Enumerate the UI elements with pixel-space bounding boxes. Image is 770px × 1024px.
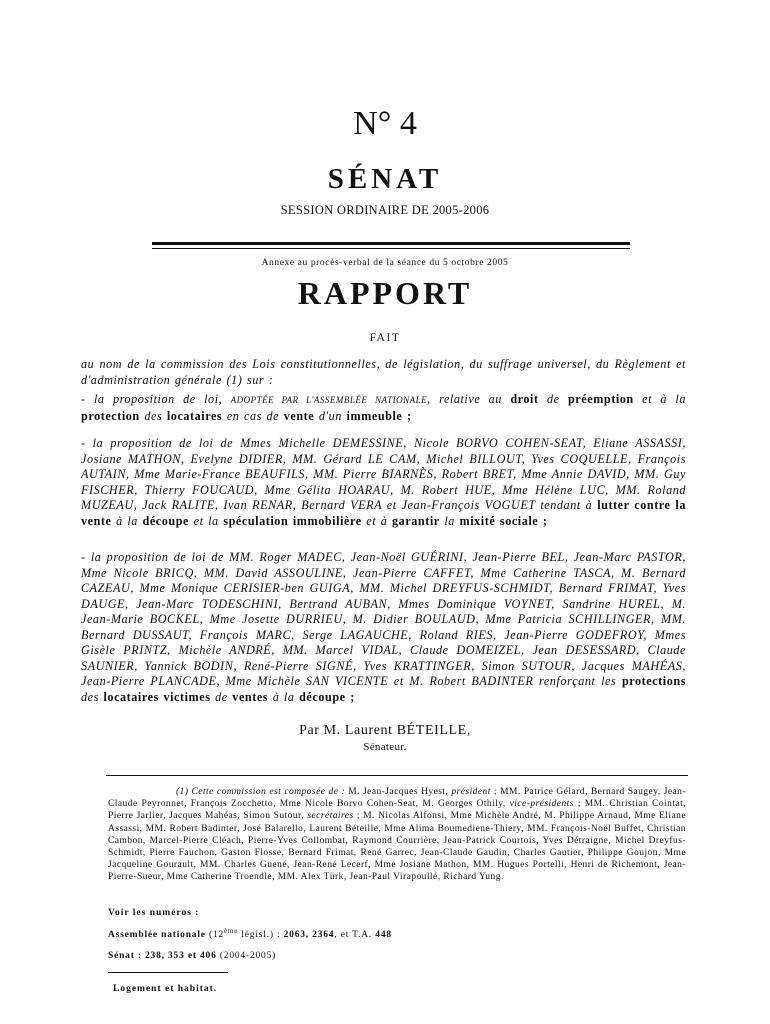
proposal-1: - la proposition de loi, ADOPTÉE PAR L'ASSEMBLÉE NATIONALE, relative au droit de préemption et à la protection des locataires en cas de vente d'un immeuble ; (81, 392, 687, 423)
footnote-rule (106, 775, 688, 776)
report-number: N° 4 (353, 105, 417, 142)
double-rule-top (152, 242, 630, 245)
references-senat: Sénat : 238, 353 et 406 (2004-2005) (108, 951, 277, 961)
proposal-3: - la proposition de loi de MM. Roger MADEC, Jean-Noël GUÉRINI, Jean-Pierre BEL, Jean-Marc PASTOR, Mme Nicole BRICQ, MM. David ASSOULINE, Jean-Pierre CAFFET, Mme Catherine TASCA, M. Bernard CAZEAU, Mme Monique CERISIER-ben GUIGA, MM. Michel DREYFUS-SCHMIDT, Bernard FRIMAT, Yves DAUGE, Jean-Marc TODESCHINI, Bertrand AUBAN, Mmes Dominique VOYNET, Sandrine HUREL, M. Jean-Marie BOCKEL, Mme Josette DURRIEU, M. Didier BOULAUD, Mme Patricia SCHILLINGER, MM. Bernard DUSSAUT, François MARC, Serge LAGAUCHE, Roland RIES, Jean-Pierre GODEFROY, Mmes Gisèle PRINTZ, Michèle ANDRÉ, MM. Marcel VIDAL, Claude DOMEIZEL, Jean DESESSARD, Claude SAUNIER, Yannick BODIN, René-Pierre SIGNÉ, Yves KRATTINGER, Simon SUTOUR, Jacques MAHÉAS, Jean-Pierre PLANCADE, Mme Michèle SAN VICENTE et M. Robert BADINTER renforçant les protections des locataires victimes de ventes à la découpe ; (81, 550, 686, 704)
session-label: SESSION ORDINAIRE DE 2005-2006 (280, 203, 490, 217)
footnote-composition: (1) Cette commission est composée de : M. Jean-Jacques Hyest, président ; MM. Patrice Gélard, Bernard Saugey, Jean-Claude Peyronnet, François Zocchetto, Mme Nicole Borvo Cohen-Seat, M. Georges Othily, vice-présidents ; MM. Christian Cointat, Pierre Jarlier, Jacques Mahéas, Simon Sutour, secrétaires ; M. Nicolas Alfonsi, Mme Michèle André, M. Philippe Arnaud, Mme Eliane Assassi, MM. Robert Badinter, José Balarello, Laurent Béteille, Mme Alima Boumediene-Thiery, MM. François-Noël Buffet, Christian Cambon, Marcel-Pierre Cléach, Pierre-Yves Collombat, Raymond Courrière, Jean-Patrick Courtois, Yves Détraigne, Michel Dreyfus-Schmidt, Pierre Fauchon, Gaston Flosse, Bernard Frimat, René Garrec, Jean-Claude Gaudin, Charles Gautier, Philippe Goujon, Mme Jacqueline Gourault, MM. Charles Guené, Jean-René Lecerf, Mme Josiane Mathon, MM. Hugues Portelli, Henri de Richemont, Jean-Pierre-Sueur, Mme Catherine Troendle, MM. Alex Türk, Jean-Paul Virapoullé, Richard Yung. (108, 787, 686, 883)
double-rule-bottom (152, 248, 630, 249)
author-role: Sénateur. (363, 741, 407, 753)
references-heading: Voir les numéros : (108, 908, 200, 918)
proposal-2: - la proposition de loi de Mmes Michelle DEMESSINE, Nicole BORVO COHEN-SEAT, Eliane ASSASSI, Josiane MATHON, Evelyne DIDIER, MM. Gérard LE CAM, Michel BILLOUT, Yves COQUELLE, François AUTAIN, Mme Marie-France BEAUFILS, MM. Pierre BIARNÈS, Robert BRET, Mme Annie DAVID, MM. Guy FISCHER, Thierry FOUCAUD, Mme Gélita HOARAU, M. Robert HUE, Mme Hélène LUC, MM. Roland MUZEAU, Jack RALITE, Ivan RENAR, Bernard VERA et Jean-François VOGUET tendant à lutter contre la vente à la découpe et la spéculation immobilière et à garantir la mixité sociale ; (81, 436, 686, 528)
document-title: RAPPORT (297, 275, 473, 311)
commission-intro: au nom de la commission des Lois constitutionnelles, de législation, du suffrage universel, du Règlement et d'administration générale (1) sur : (81, 357, 686, 387)
theme-label: Logement et habitat. (113, 984, 218, 994)
chamber-title: SÉNAT (327, 163, 443, 195)
references-assemblee: Assemblée nationale (12ème législ.) : 2063, 2364, et T.A. 448 (108, 927, 392, 941)
theme-rule (108, 972, 228, 973)
author-line: Par M. Laurent BÉTEILLE, (299, 723, 471, 738)
annex-note: Annexe au procès-verbal de la séance du 5 octobre 2005 (261, 258, 509, 268)
document-subtitle: FAIT (369, 332, 401, 344)
